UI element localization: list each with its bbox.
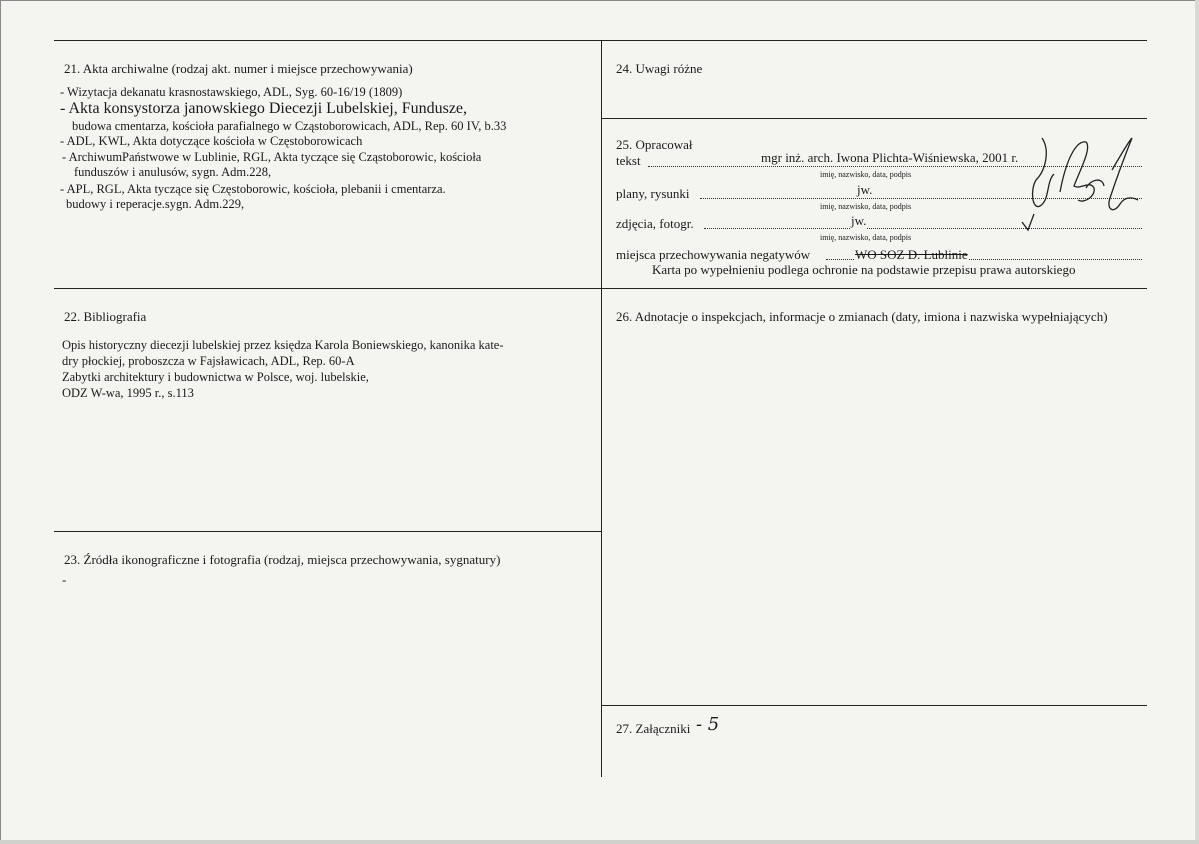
section-22-heading: 22. Bibliografia [64, 309, 147, 324]
archive-line-6: funduszów i anulusów, sygn. Adm.228, [74, 165, 272, 179]
archive-line-1: - Wizytacja dekanatu krasnostawskiego, ADL, Syg. 60-16/19 (1809) [60, 85, 403, 99]
archive-line-5: - ArchiwumPaństwowe w Lublinie, RGL, Akta tyczące się Cząstoborowic, kościoła [62, 150, 482, 164]
zdjecia-label: zdjęcia, fotogr. [616, 216, 694, 231]
section-27-value: - 5 [696, 714, 720, 735]
section-21-heading: 21. Akta archiwalne (rodzaj akt. numer i miejsce przechowywania) [64, 61, 413, 76]
page-shadow-right [1195, 0, 1199, 844]
tekst-label: tekst [616, 153, 641, 168]
bibliography-line-4: ODZ W-wa, 1995 r., s.113 [62, 386, 194, 400]
section-24-heading: 24. Uwagi różne [616, 61, 703, 76]
section-25-heading: 25. Opracował [616, 137, 693, 152]
archive-line-7: - APL, RGL, Akta tyczące się Częstoborowic, kościoła, plebanii i cmentarza. [60, 182, 446, 196]
section-23-heading: 23. Źródła ikonograficzne i fotografia (rodzaj, miejsca przechowywania, sygnatury) [64, 552, 501, 567]
grid-line-middle [54, 288, 1147, 289]
page-shadow-bottom [0, 840, 1199, 844]
plany-hint: imię, nazwisko, data, podpis [820, 202, 912, 211]
tekst-value: mgr inż. arch. Iwona Plichta-Wiśniewska, 2001 r. [761, 150, 1019, 165]
negatywy-value: WO SOZ D. Lublinie [855, 247, 968, 262]
archive-line-3: budowa cmentarza, kościoła parafialnego w Cząstoborowicach, ADL, Rep. 60 IV, b.33 [72, 119, 507, 133]
grid-line-24-25 [601, 118, 1147, 119]
negatywy-label: miejsca przechowywania negatywów [616, 247, 811, 262]
section-23-value: - [62, 572, 67, 587]
zdjecia-value: jw. [851, 213, 867, 228]
grid-line-center [601, 40, 602, 777]
bibliography-line-2: dry płockiej, proboszcza w Fajsławicach, ADL, Rep. 60-A [62, 354, 355, 368]
plany-value: jw. [857, 182, 873, 197]
archive-line-2: - Akta konsystorza janowskiego Diecezji Lubelskiej, Fundusze, [60, 100, 468, 117]
grid-line-22-23 [54, 531, 602, 532]
archive-line-8: budowy i reperacje.sygn. Adm.229, [66, 197, 245, 211]
section-27-heading: 27. Załączniki [616, 721, 691, 736]
copyright-notice: Karta po wypełnieniu podlega ochronie na podstawie przepisu prawa autorskiego [652, 262, 1076, 277]
tekst-hint: imię, nazwisko, data, podpis [820, 170, 912, 179]
bibliography-line-3: Zabytki architektury i budownictwa w Polsce, woj. lubelskie, [62, 370, 369, 384]
zdjecia-hint: imię, nazwisko, data, podpis [820, 233, 912, 242]
plany-label: plany, rysunki [616, 186, 690, 201]
signature-icon [1020, 130, 1150, 245]
archive-line-4: - ADL, KWL, Akta dotyczące kościoła w Częstoborowicach [60, 134, 363, 148]
section-26-heading: 26. Adnotacje o inspekcjach, informacje o zmianach (daty, imiona i nazwiska wypełniających) [616, 309, 1108, 324]
grid-line-26-27 [601, 705, 1147, 706]
bibliography-line-1: Opis historyczny diecezji lubelskiej przez księdza Karola Boniewskiego, kanonika kate- [62, 338, 504, 352]
